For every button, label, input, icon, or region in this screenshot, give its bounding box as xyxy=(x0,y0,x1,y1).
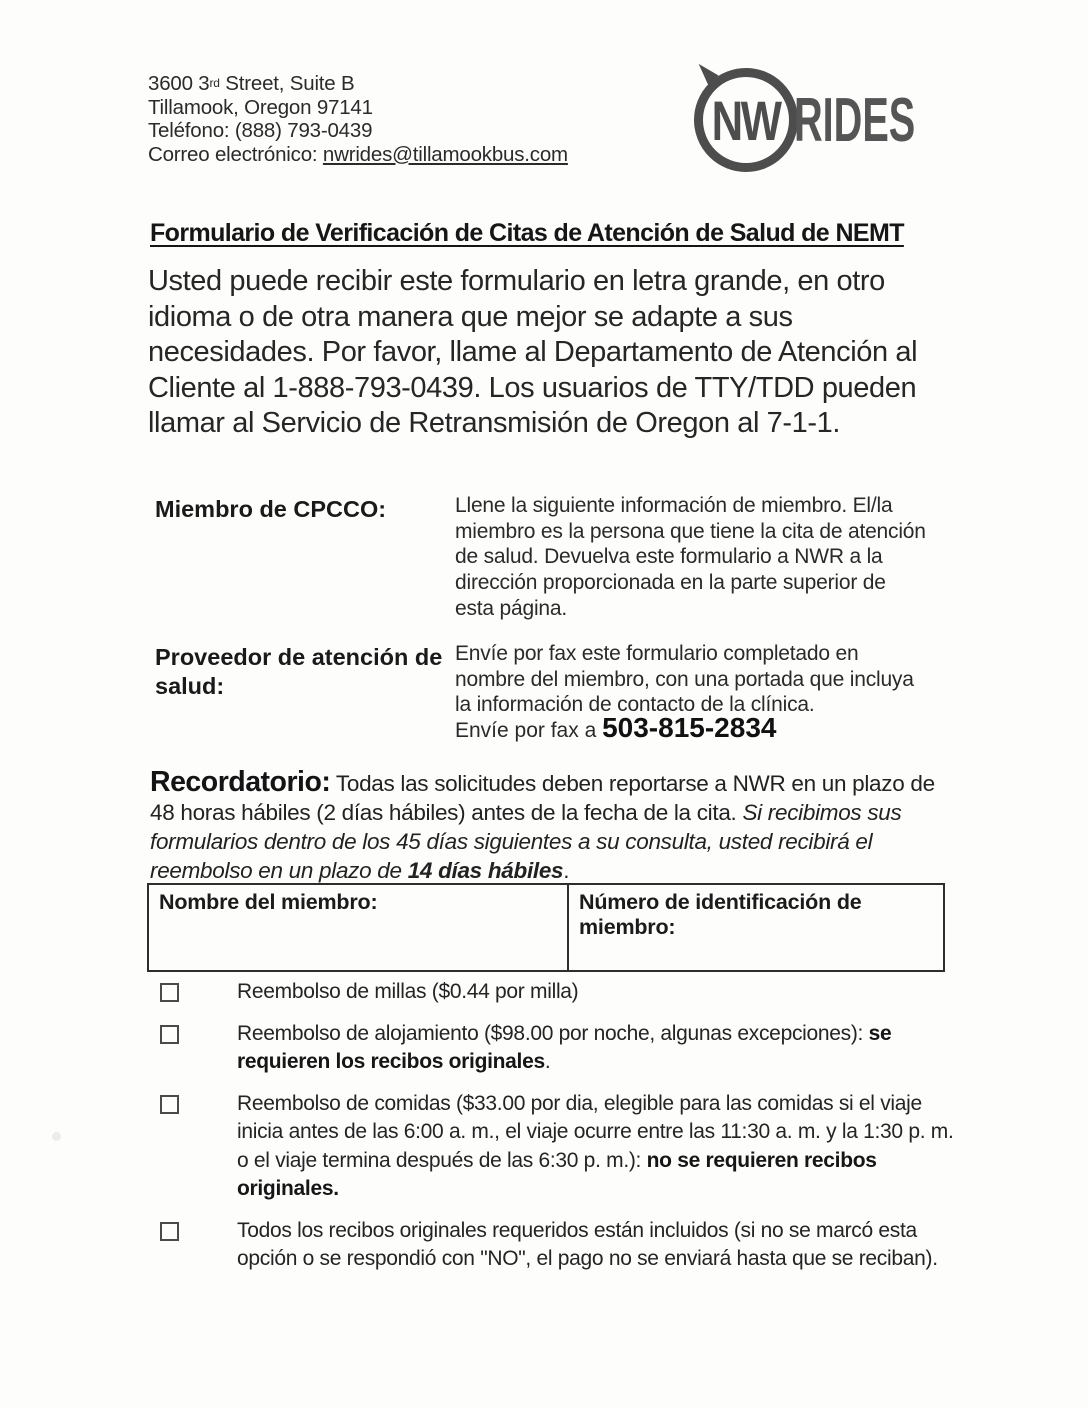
list-item-mileage: Reembolso de millas ($0.44 por milla) xyxy=(150,978,965,1007)
table-row xyxy=(148,884,944,971)
compass-needle-icon xyxy=(693,59,718,85)
list-item-meals: Reembolso de comidas ($33.00 por dia, elegible para las comidas si el viaje inicia antes de las 6:00 a. m., el viaje ocurre entre las 11:30 a. m. y la 1:30 p. m. o el viaje termina después de las 6:30 p. m.): no se requieren recibos originales. xyxy=(150,1090,965,1204)
sender-address-block xyxy=(148,72,568,166)
lodging-checkbox[interactable] xyxy=(160,1025,179,1044)
page-title: Formulario de Verificación de Citas de Atención de Salud de NEMT xyxy=(150,219,904,247)
list-item-lodging: Reembolso de alojamiento ($98.00 por noche, algunas excepciones): se requieren los recibos originales. xyxy=(150,1020,965,1077)
address-email-line: Correo electrónico: nwrides@tillamookbus.com xyxy=(148,142,568,166)
provider-section-label: Proveedor de atención de salud: xyxy=(155,644,443,699)
accessibility-notice: Usted puede recibir este formulario en letra grande, en otro idioma o de otra manera que mejor se adapte a sus necesidades. Por favor, llame al Departamento de Atención al Cliente al 1-888-793-0439. Los usuarios de TTY/TDD pueden llamar al Servicio de Retransmisión de Oregon al 7-1-1. xyxy=(148,265,918,439)
member-info-table xyxy=(147,883,945,972)
fax-number: 503-815-2834 xyxy=(602,712,777,743)
reminder-paragraph: Recordatorio: Todas las solicitudes deben reportarse a NWR en un plazo de 48 horas hábiles (2 días hábiles) antes de la fecha de la cita. Si recibimos sus formularios dentro de los 45 días siguientes a su consulta, usted recibirá el reembolso en un plazo de 14 días hábiles. xyxy=(150,766,935,883)
meals-checkbox[interactable] xyxy=(160,1095,179,1114)
address-phone: Teléfono: (888) 793-0439 xyxy=(148,119,373,142)
member-name-field[interactable] xyxy=(159,915,557,945)
reminder-heading: Recordatorio: xyxy=(150,766,331,798)
member-id-field[interactable] xyxy=(579,940,933,970)
address-street: 3600 3rd Street, Suite B xyxy=(148,72,355,95)
member-section-instructions: Llene la siguiente información de miembro. El/la miembro es la persona que tiene la cita de atención de salud. Devuelva este formulario a NWR a la dirección proporcionada en la parte superior de esta página. xyxy=(455,494,926,620)
address-city: Tillamook, Oregon 97141 xyxy=(148,95,373,119)
member-name-header: Nombre del miembro: xyxy=(159,890,378,914)
member-id-cell xyxy=(568,884,944,971)
nw-rides-logo xyxy=(694,68,983,172)
member-section-label: Miembro de CPCCO: xyxy=(155,496,387,522)
email-link[interactable]: nwrides@tillamookbus.com xyxy=(322,142,568,166)
list-item-receipts: Todos los recibos originales requeridos están incluidos (si no se marcó esta opción o se respondió con "NO", el pago no se enviará hasta que se reciban). xyxy=(150,1217,965,1274)
compass-circle-icon xyxy=(694,68,798,172)
mileage-checkbox[interactable] xyxy=(160,983,179,1002)
member-id-header: Número de identificación de miembro: xyxy=(579,890,862,939)
member-name-cell xyxy=(148,884,568,971)
fax-instruction: Envíe por fax a 503-815-2834 xyxy=(455,712,777,743)
logo-nw-text: NW xyxy=(711,88,781,152)
receipts-checkbox[interactable] xyxy=(160,1222,179,1241)
scan-artifact xyxy=(52,1132,61,1141)
logo-wordmark: RIDES xyxy=(794,85,916,155)
provider-section-instructions: Envíe por fax este formulario completado en nombre del miembro, con una portada que incluya la información de contacto de la clínica. xyxy=(455,642,914,717)
reimbursement-checklist xyxy=(150,978,965,1287)
